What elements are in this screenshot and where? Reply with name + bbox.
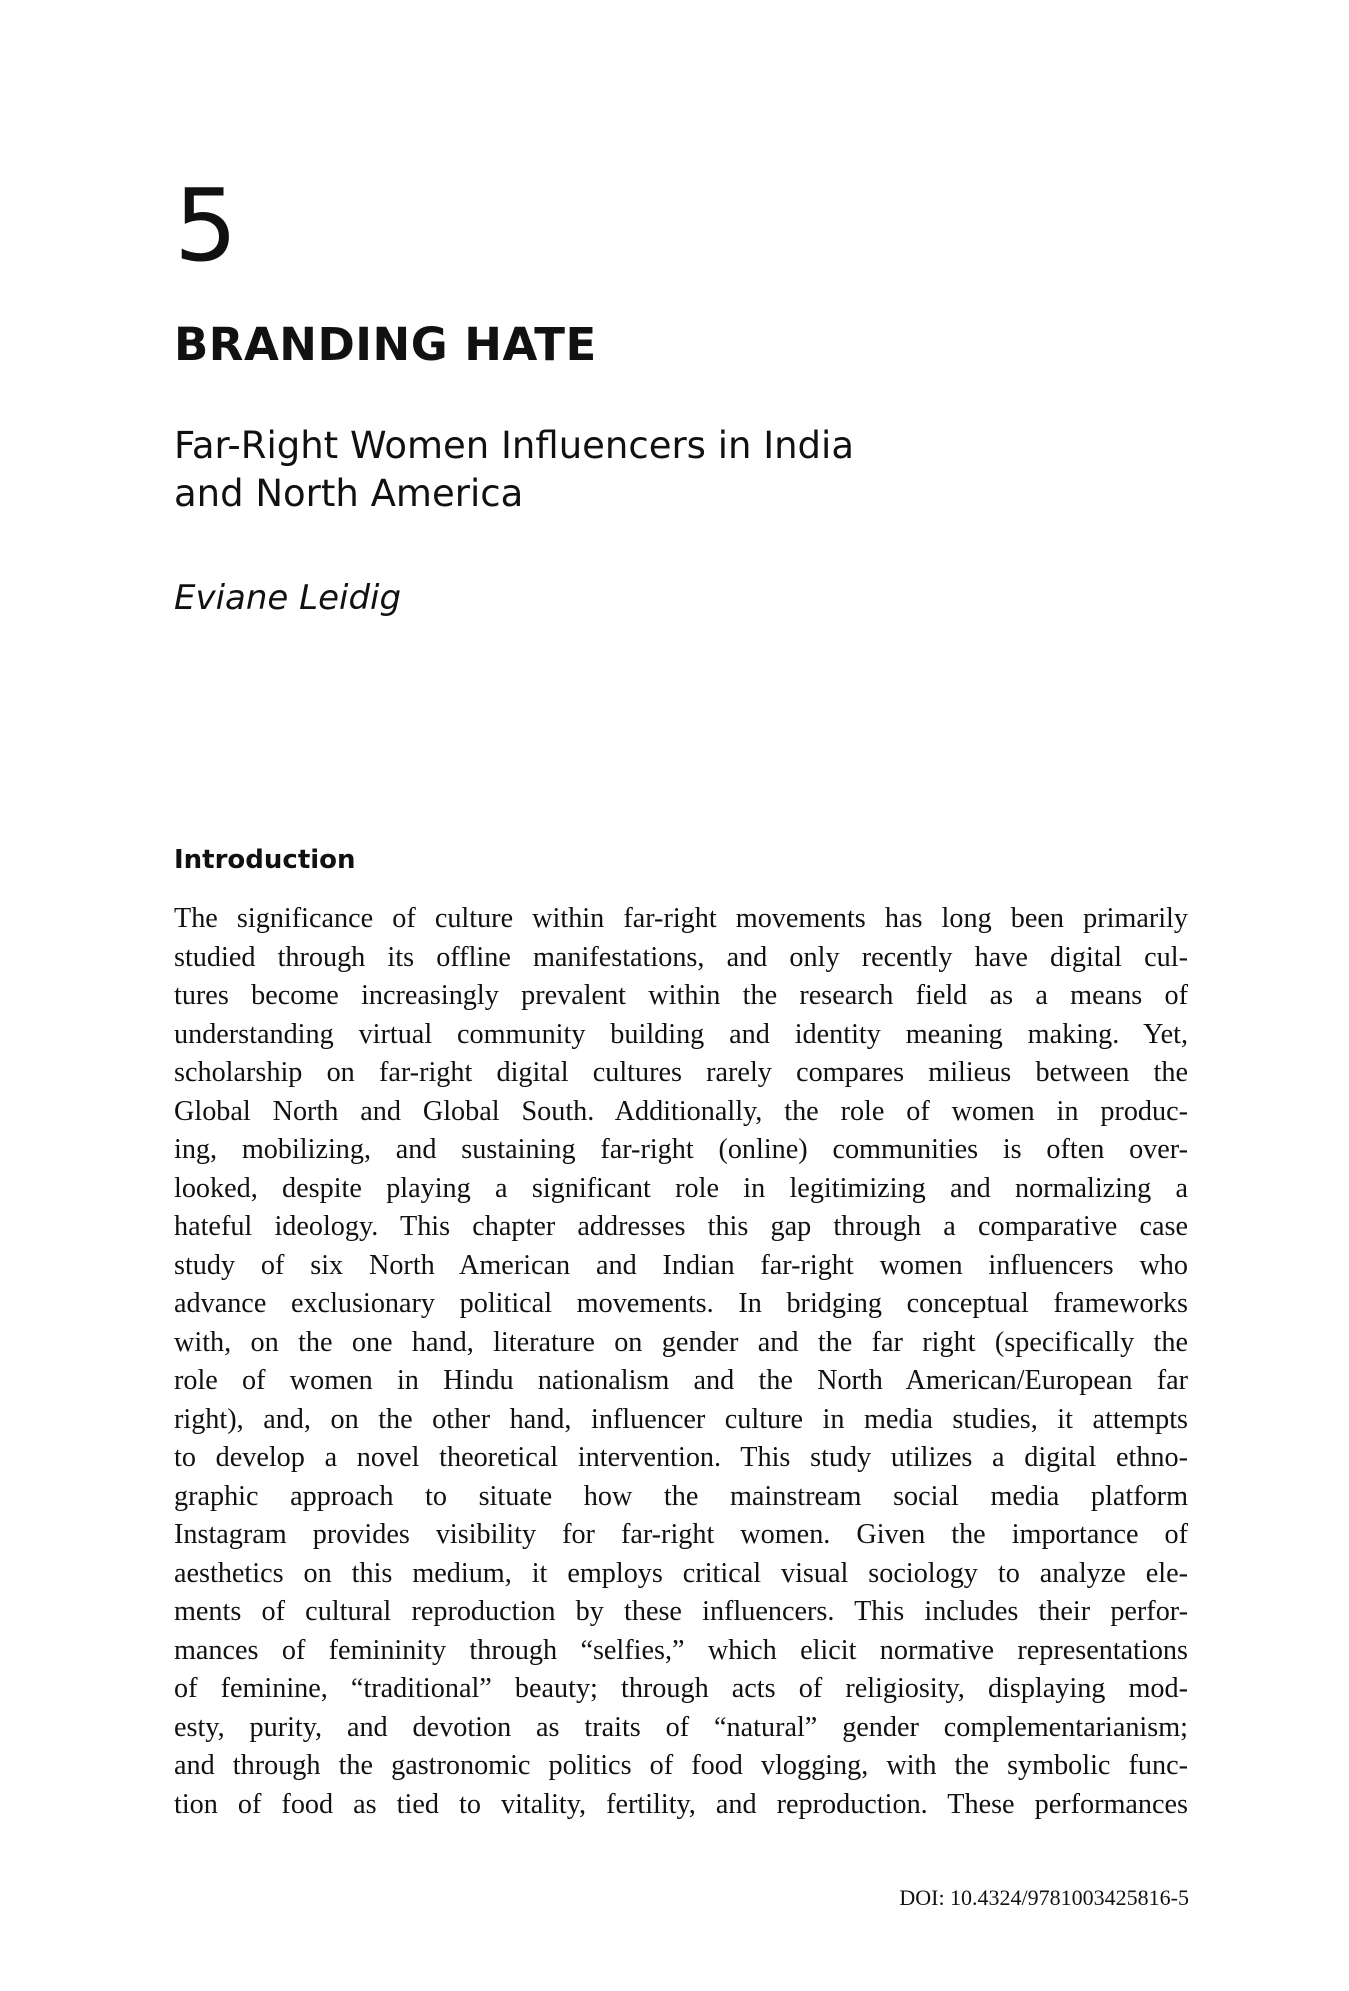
body-line: right), and, on the other hand, influencer culture in media studies, it attempts — [174, 1403, 1188, 1435]
body-line: The significance of culture within far-right movements has long been primarily — [174, 903, 1188, 934]
body-line: role of women in Hindu nationalism and the North American/European far — [174, 1365, 1188, 1396]
body-line: of feminine, “traditional” beauty; through acts of religiosity, displaying mod- — [174, 1673, 1188, 1704]
body-line: understanding virtual community building and identity meaning making. Yet, — [174, 1018, 1188, 1050]
chapter-title: BRANDING HATE — [174, 318, 597, 371]
body-line: ments of cultural reproduction by these influencers. This includes their perfor- — [174, 1596, 1188, 1627]
body-line: hateful ideology. This chapter addresses this gap through a comparative case — [174, 1211, 1188, 1242]
body-paragraph — [174, 900, 1188, 1824]
body-line: esty, purity, and devotion as traits of “natural” gender complementarianism; — [174, 1711, 1188, 1743]
body-line: Instagram provides visibility for far-right women. Given the importance of — [174, 1519, 1188, 1550]
body-line: mances of femininity through “selfies,” which elicit normative representations — [174, 1634, 1188, 1666]
body-line: ing, mobilizing, and sustaining far-right (online) communities is often over- — [174, 1134, 1188, 1165]
body-line: study of six North American and Indian far-right women influencers who — [174, 1249, 1188, 1281]
body-line: scholarship on far-right digital cultures rarely compares milieus between the — [174, 1057, 1188, 1088]
body-line: tion of food as tied to vitality, fertility, and reproduction. These performances — [174, 1788, 1188, 1820]
body-line: Global North and Global South. Additionally, the role of women in produc- — [174, 1095, 1188, 1127]
body-line: graphic approach to situate how the mainstream social media platform — [174, 1480, 1188, 1512]
section-heading: Introduction — [174, 845, 356, 875]
chapter-subtitle — [174, 422, 1174, 518]
body-line: looked, despite playing a significant role in legitimizing and normalizing a — [174, 1172, 1188, 1204]
body-line: advance exclusionary political movements. In bridging conceptual frameworks — [174, 1288, 1188, 1319]
body-line: and through the gastronomic politics of food vlogging, with the symbolic func- — [174, 1750, 1188, 1781]
chapter-subtitle-line: and North America — [174, 472, 524, 515]
chapter-subtitle-line: Far-Right Women Influencers in India — [174, 424, 855, 467]
body-line: aesthetics on this medium, it employs critical visual sociology to analyze ele- — [174, 1557, 1188, 1589]
body-line: with, on the one hand, literature on gender and the far right (specifically the — [174, 1326, 1188, 1358]
body-line: studied through its offline manifestations, and only recently have digital cul- — [174, 941, 1188, 973]
body-line: to develop a novel theoretical intervention. This study utilizes a digital ethno- — [174, 1442, 1188, 1473]
author-name: Eviane Leidig — [174, 578, 402, 618]
chapter-number: 5 — [174, 167, 238, 284]
body-line: tures become increasingly prevalent within the research field as a means of — [174, 980, 1188, 1011]
doi-footer: DOI: 10.4324/9781003425816-5 — [899, 1885, 1189, 1910]
